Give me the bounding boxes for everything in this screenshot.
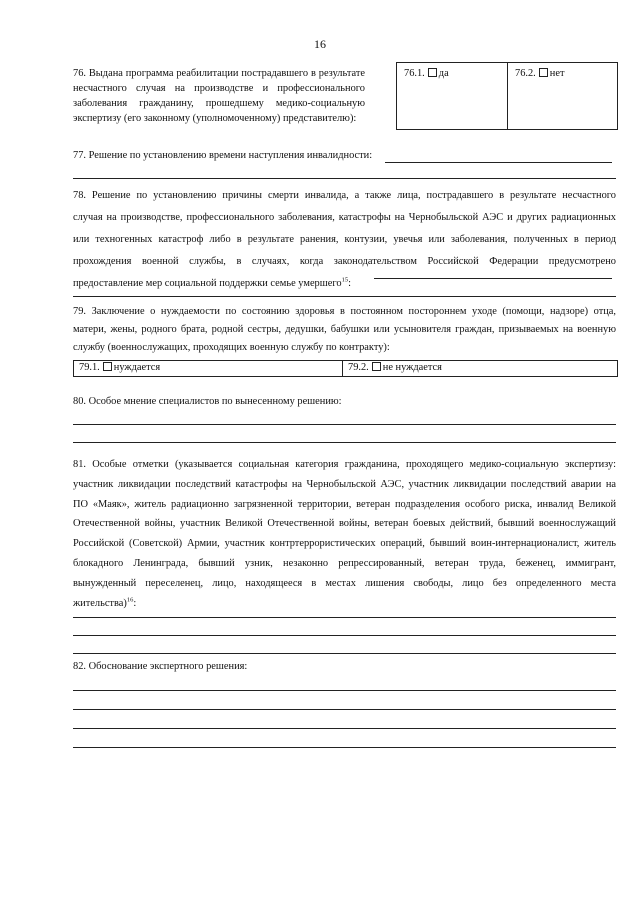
section-81-line: участник ликвидации последствий катастрофы на Чернобыльской АЭС, участник ликвидации последствий аварии на (73, 478, 616, 490)
option-76-1-cell[interactable] (397, 63, 508, 129)
section-81-colon: : (133, 597, 137, 609)
section-82-answer-line[interactable] (73, 690, 616, 691)
section-82-answer-line-4[interactable] (73, 747, 616, 748)
section-78-line: случая на производстве, профессионального заболевания, катастрофы на Чернобыльской АЭС и других радиационных (73, 212, 616, 223)
section-81-line: Российской (Советской) Армии, участник контртеррористических операций, бывший воин-интернационалист, житель (73, 538, 616, 550)
section-76-text (73, 66, 365, 126)
section-77-label: 77. Решение по установлению времени наступления инвалидности: (73, 150, 373, 161)
section-78-answer-line[interactable] (374, 278, 612, 279)
option-76-1-number: 76.1. (404, 68, 425, 79)
section-79-last-line: службу (военнослужащих, проходящих военную службу по контракту): (73, 342, 390, 353)
section-81-line: 81. Особые отметки (указывается социальная категория гражданина, проходящего медико-социальную экспертизу: (73, 459, 616, 470)
section-76-line: заболевания гражданину, прошедшему медико-социальную (73, 98, 365, 109)
section-78-answer-line-2[interactable] (73, 296, 616, 297)
option-76-2-cell[interactable] (508, 63, 617, 129)
checkbox-79-2[interactable] (372, 362, 381, 371)
checkbox-79-1[interactable] (103, 362, 112, 371)
section-81-answer-line[interactable] (73, 617, 616, 618)
section-80-answer-line-2[interactable] (73, 442, 616, 443)
section-81-line: Отечественной войны, участник Великой Отечественной войны, ветеран боевых действий, бывший военнослужащий (73, 518, 616, 530)
section-78-line: прохождения военной службы, в случаях, когда законодательством Российской Федерации предусмотрено (73, 256, 616, 267)
section-82-answer-line-2[interactable] (73, 709, 616, 710)
section-82-label: 82. Обоснование экспертного решения: (73, 661, 248, 672)
page-number: 16 (314, 37, 326, 51)
section-77-answer-line[interactable] (385, 162, 612, 163)
section-76-line: экспертизу (его законному (уполномоченному) представителю): (73, 113, 357, 124)
checkbox-76-2[interactable] (539, 68, 548, 77)
section-81-line: блокадного Ленинграда, бывший узник, незаконно репрессированный, ветеран труда, беженец, иммигрант, (73, 557, 616, 569)
section-78-line: или техногенных катастроф либо в результате ранения, контузии, увечья или заболевания, полученных в период (73, 234, 616, 245)
option-79-1-number: 79.1. (79, 362, 100, 373)
option-79-1-cell[interactable] (74, 361, 343, 376)
section-79-line: 79. Заключение о нуждаемости по состоянию здоровья в постоянном постороннем уходе (помощи, надзоре) отца, (73, 306, 616, 317)
section-80-answer-line[interactable] (73, 424, 616, 425)
option-76-2-label: нет (549, 68, 565, 79)
section-82-answer-line-3[interactable] (73, 728, 616, 729)
section-81-line: ПО «Маяк», житель радиационно загрязненной территории, ветеран подразделения особого риска, инвалид Великой (73, 498, 616, 510)
section-79-line: матери, жены, родного брата, родной сестры, дедушки, бабушки или усыновителя граждан, призываемых на военную (73, 324, 616, 335)
section-77-answer-line-2[interactable] (73, 178, 616, 179)
option-76-2-number: 76.2. (515, 68, 536, 79)
rehab-program-options (396, 62, 618, 130)
option-79-2-number: 79.2. (348, 362, 369, 373)
section-78-colon: : (348, 278, 351, 289)
footnote-16: 16 (126, 596, 134, 604)
section-81-line: вынужденный переселенец, лицо, находящееся в местах лишения свободы, лицо без определенного места (73, 577, 616, 589)
footnote-15: 15 (341, 276, 349, 284)
option-79-2-cell[interactable] (343, 361, 617, 376)
option-79-1-label: нуждается (113, 362, 161, 373)
section-80-label: 80. Особое мнение специалистов по вынесенному решению: (73, 396, 342, 407)
section-81-text (73, 455, 616, 613)
section-81-answer-line-3[interactable] (73, 653, 616, 654)
care-need-options (73, 360, 618, 377)
section-79-text (73, 303, 616, 357)
checkbox-76-1[interactable] (428, 68, 437, 77)
option-76-1-label: да (438, 68, 449, 79)
option-79-2-label: не нуждается (382, 362, 442, 373)
section-76-line: 76. Выдана программа реабилитации пострадавшего в результате (73, 68, 365, 79)
section-78-line: 78. Решение по установлению причины смерти инвалида, а также лица, пострадавшего в результате несчастного (73, 190, 616, 201)
section-76-line: несчастного случая на производстве и профессионального (73, 83, 365, 94)
section-78-last-line: предоставление мер социальной поддержки семье умершего (73, 278, 342, 289)
section-81-answer-line-2[interactable] (73, 635, 616, 636)
section-81-last-line: жительства) (73, 597, 127, 609)
